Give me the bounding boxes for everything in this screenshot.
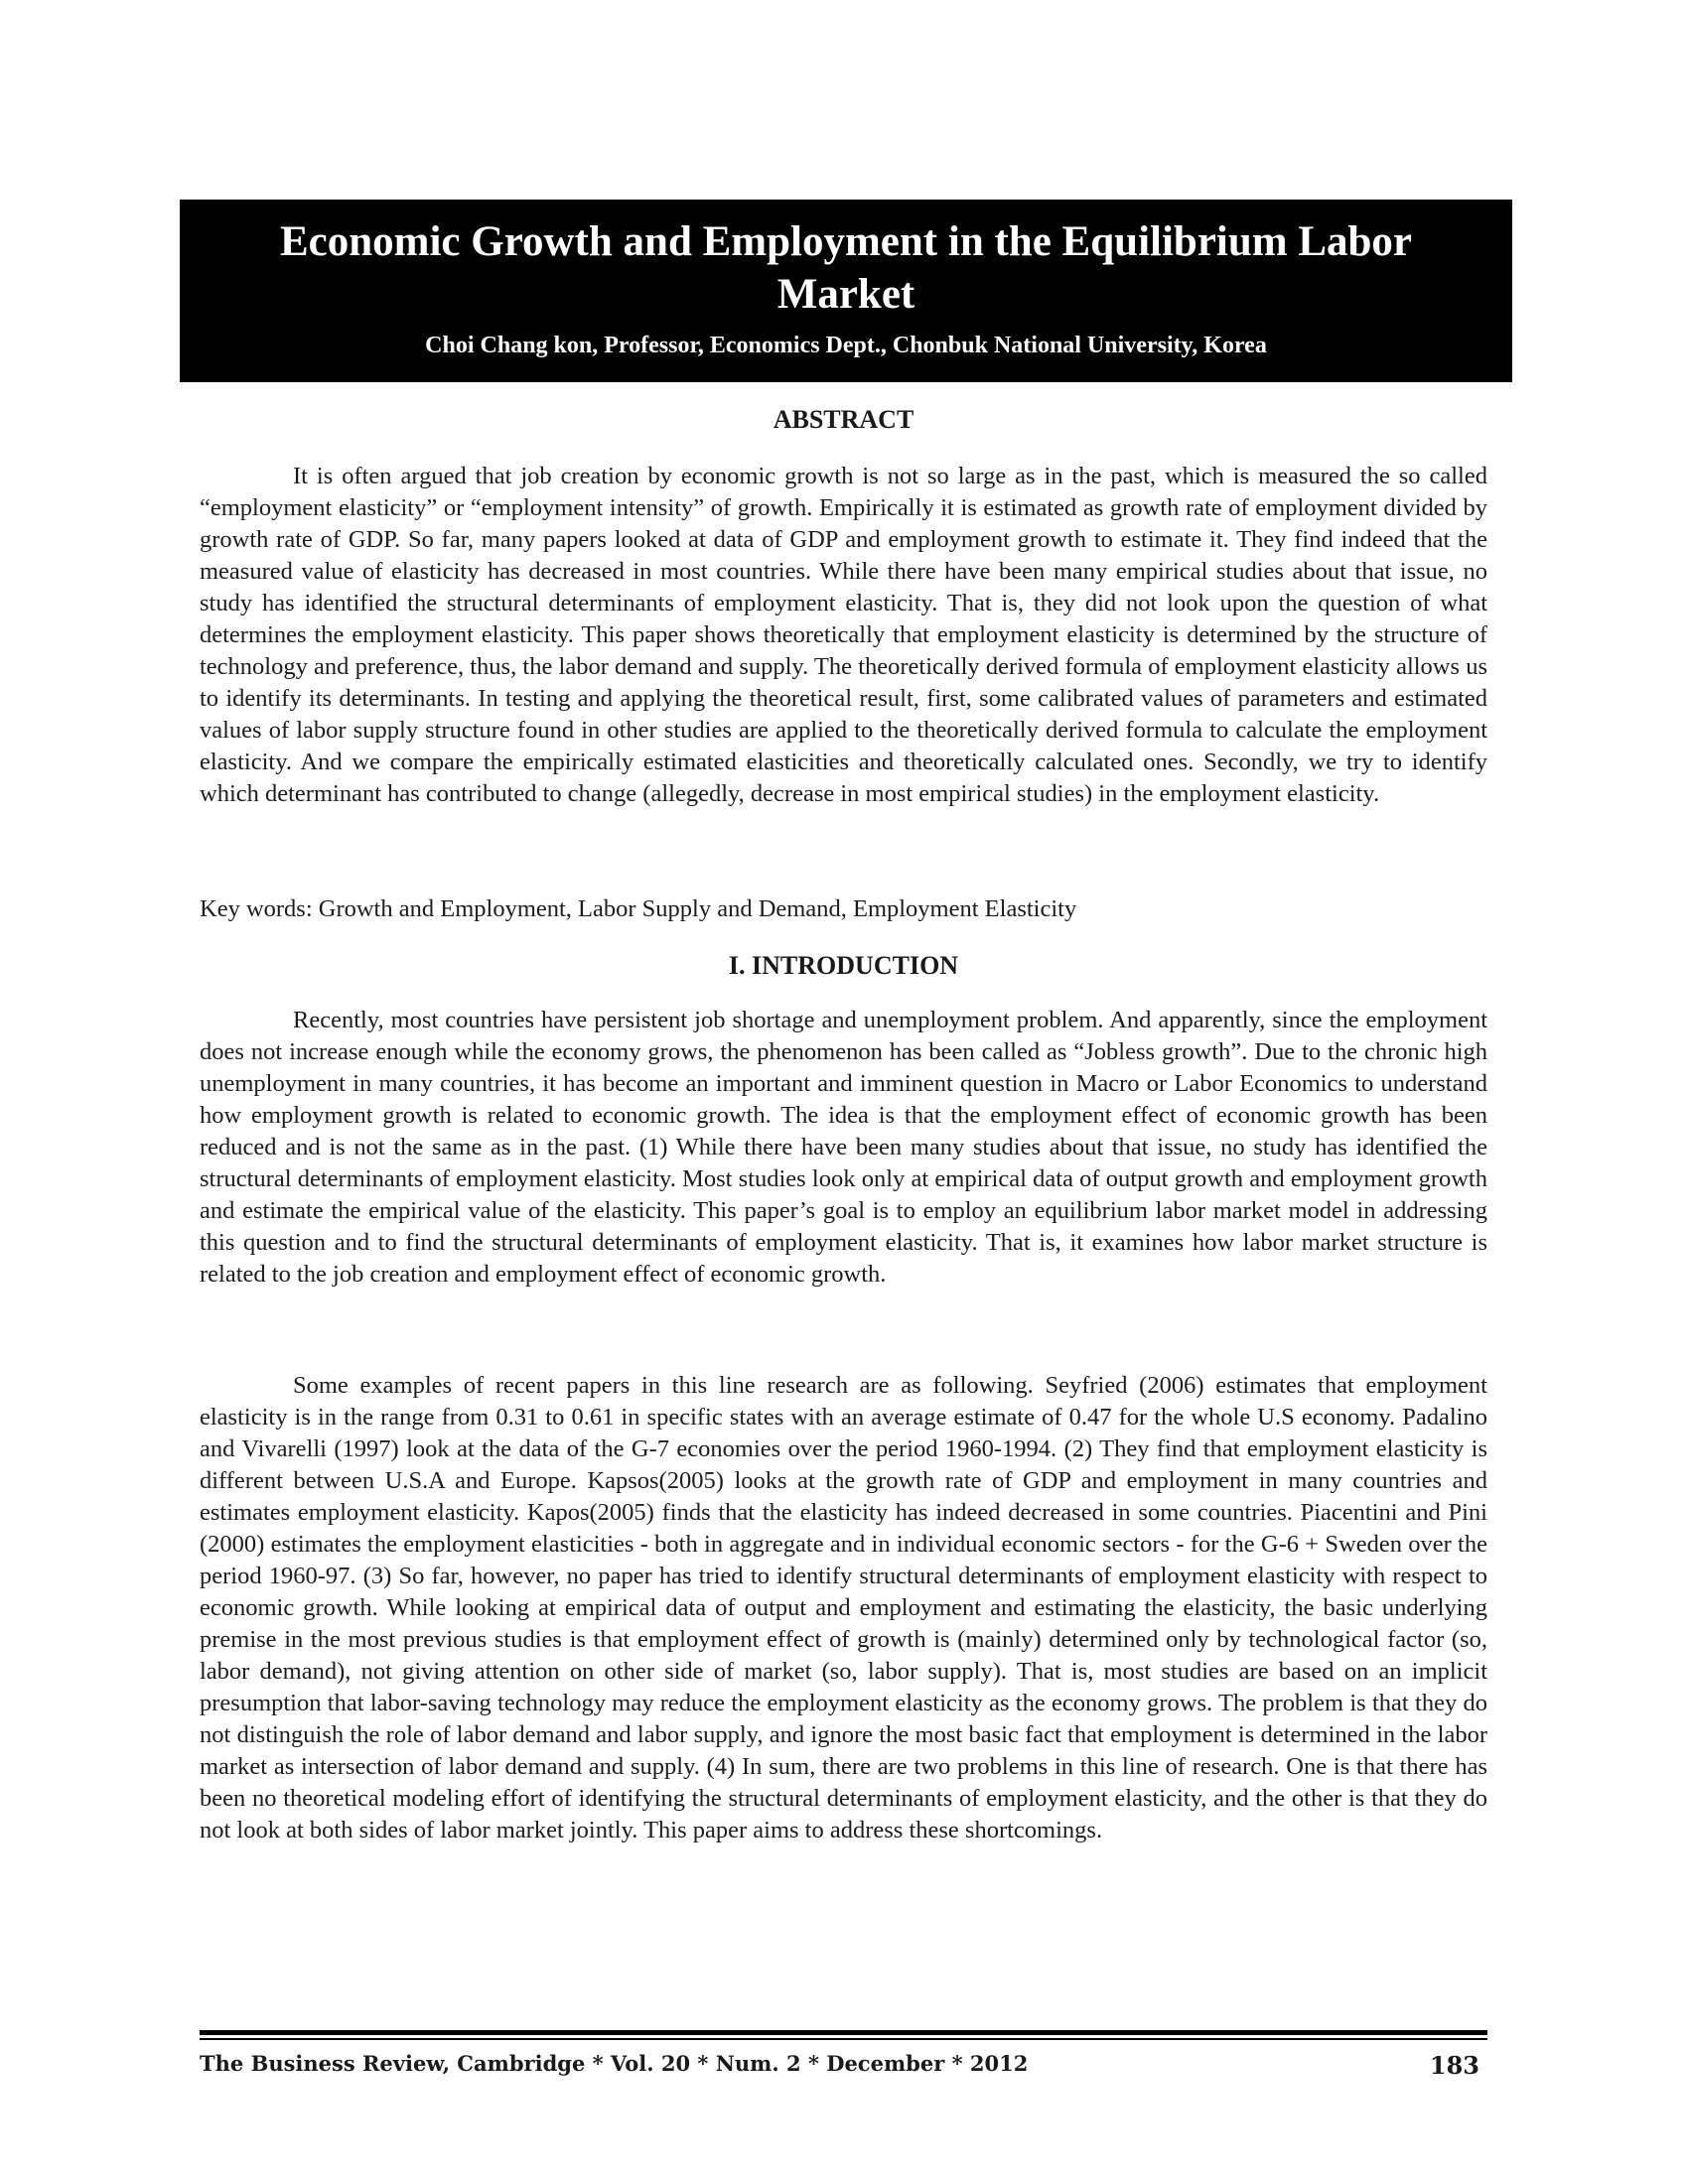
keywords: Key words: Growth and Employment, Labor Supply and Demand, Employment Elasticity xyxy=(200,895,1077,922)
paper-title: Economic Growth and Employment in the Equilibrium Labor Market xyxy=(279,218,1413,318)
author-byline: Choi Chang kon, Professor, Economics Dept., Chonbuk National University, Korea xyxy=(425,333,1267,358)
intro-paragraph-1: Recently, most countries have persistent job shortage and unemployment problem. And apparently, since the employment does not increase enough while the economy grows, the phenomenon has been called as “Jobless growth”. Due to the chronic high unemployment in many countries, it has become an important and imminent question in Macro or Labor Economics to understand how employment growth is related to economic growth. The idea is that the employment effect of economic growth has been reduced and is not the same as in the past. (1) While there have been many studies about that issue, no study has identified the structural determinants of employment elasticity. Most studies look only at empirical data of output growth and employment growth and estimate the empirical value of the elasticity. This paper’s goal is to employ an equilibrium labor market model in addressing this question and to find the structural determinants of employment elasticity. That is, it examines how labor market structure is related to the job creation and employment effect of economic growth. xyxy=(200,1007,1487,1288)
title-banner xyxy=(180,200,1512,382)
page-number: 183 xyxy=(1429,2051,1479,2080)
introduction-heading: I. INTRODUCTION xyxy=(728,951,959,980)
footer-rule-thick xyxy=(200,2030,1487,2035)
footer-rule-thin xyxy=(200,2038,1487,2040)
page-footer xyxy=(200,2051,1487,2080)
journal-citation: The Business Review, Cambridge * Vol. 20 * Num. 2 * December * 2012 xyxy=(200,2051,1029,2076)
abstract-heading: ABSTRACT xyxy=(773,405,914,434)
abstract-text: It is often argued that job creation by economic growth is not so large as in the past, which is measured the so called “employment elasticity” or “employment intensity” of growth. Empirically it is estimated as growth rate of employment divided by growth rate of GDP. So far, many papers looked at data of GDP and employment growth to estimate it. They find indeed that the measured value of elasticity has decreased in most countries. While there have been many empirical studies about that issue, no study has identified the structural determinants of employment elasticity. That is, they did not look upon the question of what determines the employment elasticity. This paper shows theoretically that employment elasticity is determined by the structure of technology and preference, thus, the labor demand and supply. The theoretically derived formula of employment elasticity allows us to identify its determinants. In testing and applying the theoretical result, first, some calibrated values of parameters and estimated values of labor supply structure found in other studies are applied to the theoretically derived formula to calculate the employment elasticity. And we compare the empirically estimated elasticities and theoretically calculated ones. Secondly, we try to identify which determinant has contributed to change (allegedly, decrease in most empirical studies) in the employment elasticity. xyxy=(200,463,1487,807)
intro-paragraph-2: Some examples of recent papers in this line research are as following. Seyfried (2006) estimates that employment elasticity is in the range from 0.31 to 0.61 in specific states with an average estimate of 0.47 for the whole U.S economy. Padalino and Vivarelli (1997) look at the data of the G-7 economies over the period 1960-1994. (2) They find that employment elasticity is different between U.S.A and Europe. Kapsos(2005) looks at the growth rate of GDP and employment in many countries and estimates employment elasticity. Kapos(2005) finds that the elasticity has indeed decreased in some countries. Piacentini and Pini (2000) estimates the employment elasticities - both in aggregate and in individual economic sectors - for the G-6 + Sweden over the period 1960-97. (3) So far, however, no paper has tried to identify structural determinants of employment elasticity with respect to economic growth. While looking at empirical data of output and employment and estimating the elasticity, the basic underlying premise in the most previous studies is that employment effect of growth is (mainly) determined only by technological factor (so, labor demand), not giving attention on other side of market (so, labor supply). That is, most studies are based on an implicit presumption that labor-saving technology may reduce the employment elasticity as the economy grows. The problem is that they do not distinguish the role of labor demand and labor supply, and ignore the most basic fact that employment is determined in the labor market as intersection of labor demand and supply. (4) In sum, there are two problems in this line of research. One is that there has been no theoretical modeling effort of identifying the structural determinants of employment elasticity, and the other is that they do not look at both sides of labor market jointly. This paper aims to address these shortcomings. xyxy=(200,1372,1487,1843)
